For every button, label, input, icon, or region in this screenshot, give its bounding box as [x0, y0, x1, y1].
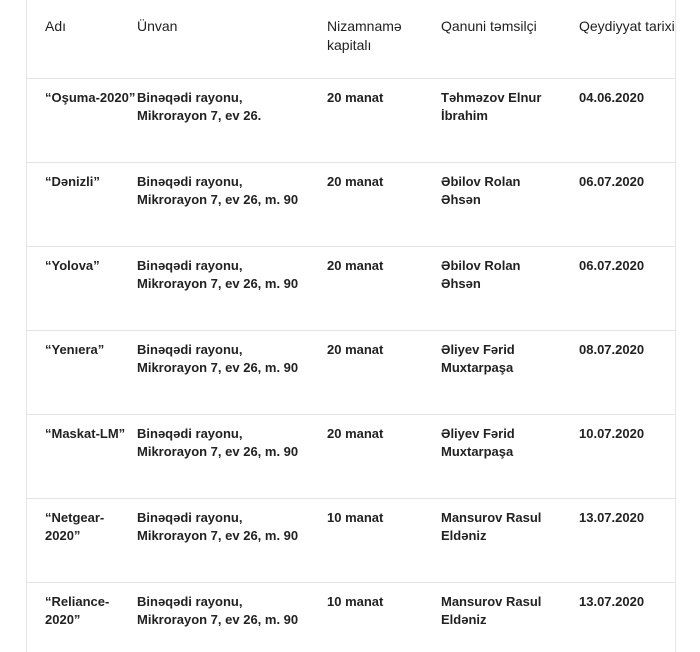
cell-capital: 20 manat	[327, 425, 384, 441]
cell-representative: Təhməzov Elnur İbrahim	[441, 89, 542, 123]
cell-registration-date: 08.07.2020	[579, 341, 645, 357]
cell-address: Binəqədi rayonu, Mikrorayon 7, ev 26, m. 90	[137, 341, 299, 375]
table-row	[27, 246, 675, 330]
header-address: Ünvan	[137, 18, 178, 34]
header-capital: Nizamnamə kapitalı	[327, 18, 402, 53]
table-row	[27, 162, 675, 246]
cell-address: Binəqədi rayonu, Mikrorayon 7, ev 26.	[137, 89, 262, 123]
header-representative: Qanuni təmsilçi	[441, 18, 537, 34]
header-registration-date: Qeydiyyat tarixi	[579, 18, 675, 34]
table-header-row	[27, 0, 675, 78]
header-name: Adı	[45, 18, 67, 34]
cell-name: “Yenıera”	[45, 341, 105, 357]
cell-capital: 20 manat	[327, 89, 384, 105]
table-row	[27, 582, 675, 652]
cell-representative: Mansurov Rasul Eldəniz	[441, 593, 542, 627]
cell-representative: Mansurov Rasul Eldəniz	[441, 509, 542, 543]
cell-registration-date: 10.07.2020	[579, 425, 645, 441]
cell-representative: Əliyev Fərid Muxtarpaşa	[441, 341, 515, 375]
cell-capital: 20 manat	[327, 173, 384, 189]
table-body	[27, 78, 675, 652]
cell-registration-date: 04.06.2020	[579, 89, 645, 105]
registration-table	[27, 0, 675, 652]
cell-registration-date: 13.07.2020	[579, 593, 645, 609]
cell-name: “Maskat-LM”	[45, 425, 126, 441]
cell-registration-date: 13.07.2020	[579, 509, 645, 525]
cell-representative: Əbilov Rolan Əhsən	[441, 257, 521, 291]
table-row	[27, 498, 675, 582]
cell-address: Binəqədi rayonu, Mikrorayon 7, ev 26, m. 90	[137, 173, 299, 207]
cell-capital: 20 manat	[327, 257, 384, 273]
cell-representative: Əliyev Fərid Muxtarpaşa	[441, 425, 515, 459]
cell-name: “Reliance-2020”	[45, 593, 110, 627]
cell-name: “Oşuma-2020”	[45, 89, 136, 105]
cell-address: Binəqədi rayonu, Mikrorayon 7, ev 26, m. 90	[137, 509, 299, 543]
registration-table-container	[26, 0, 676, 652]
cell-name: “Dənizli”	[45, 173, 100, 189]
cell-address: Binəqədi rayonu, Mikrorayon 7, ev 26, m. 90	[137, 257, 299, 291]
table-row	[27, 78, 675, 162]
cell-representative: Əbilov Rolan Əhsən	[441, 173, 521, 207]
cell-capital: 10 manat	[327, 509, 384, 525]
cell-registration-date: 06.07.2020	[579, 173, 645, 189]
table-row	[27, 330, 675, 414]
cell-registration-date: 06.07.2020	[579, 257, 645, 273]
cell-name: “Netgear-2020”	[45, 509, 105, 543]
table-row	[27, 414, 675, 498]
cell-name: “Yolova”	[45, 257, 100, 273]
cell-capital: 10 manat	[327, 593, 384, 609]
cell-address: Binəqədi rayonu, Mikrorayon 7, ev 26, m. 90	[137, 425, 299, 459]
cell-capital: 20 manat	[327, 341, 384, 357]
cell-address: Binəqədi rayonu, Mikrorayon 7, ev 26, m. 90	[137, 593, 299, 627]
